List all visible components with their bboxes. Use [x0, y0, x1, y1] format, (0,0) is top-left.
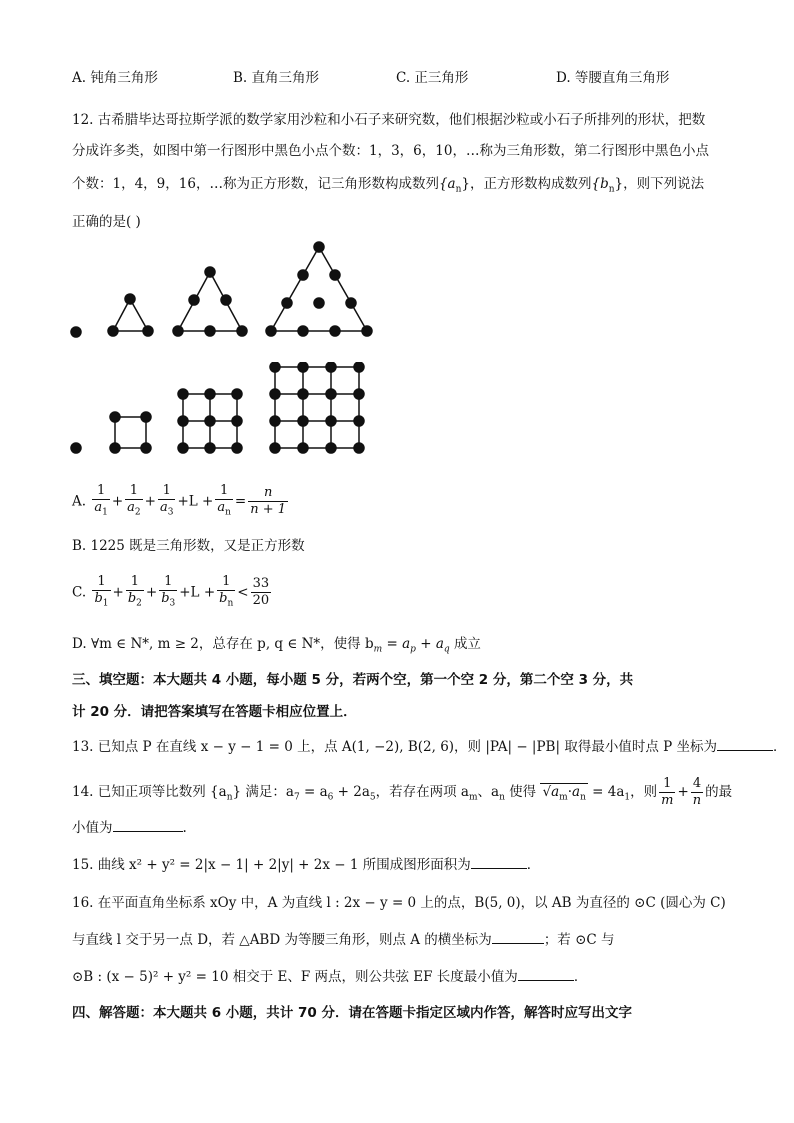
- q15-text: 15. 曲线 x² + y² = 2|x − 1| + 2|y| + 2x − 1 所围成图形面积为 ．: [72, 857, 541, 873]
- q11-option-d: D. 等腰直角三角形: [556, 70, 670, 86]
- q12-option-b: B. 1225 既是三角形数，又是正方形数: [72, 538, 305, 554]
- q14-line2: 小值为 .: [72, 820, 187, 836]
- q12-option-d: D. ∀m ∈ N*, m ≥ 2，总存在 p, q ∈ N*，使得 $b_m = a_p + a_q$ 成立: [72, 636, 481, 655]
- section3-heading-line1: 三、填空题：本大题共 4 小题，每小题 5 分，若两个空，第一个空 2 分，第二个空 3 分，共: [72, 672, 634, 688]
- q13-text: 13. 已知点 P 在直线 x − y − 1 = 0 上，点 A(1, −2), B(2, 6)，则 |PA| − |PB| 取得最小值时点 P 坐标为 ．: [72, 739, 787, 755]
- seq-b: $\{b_n\}$: [591, 176, 624, 195]
- q11-option-c: C. 正三角形: [396, 70, 469, 86]
- q16-line2: 与直线 l 交于另一点 D，若 △ABD 为等腰三角形，则点 A 的横坐标为 ；若 ⊙C 与: [72, 932, 615, 948]
- seq-a: $\{a_n\}$: [438, 176, 470, 195]
- q16-answer-blank-1[interactable]: [492, 943, 544, 944]
- q11-option-a: A. 钝角三角形: [72, 70, 158, 86]
- section3-heading-line2: 计 20 分．请把答案填写在答题卡相应位置上．: [72, 704, 357, 720]
- triangular-numbers-figure: [62, 238, 392, 348]
- q12-line2: 分成许多类，如图中第一行图形中黑色小点个数：1，3，6，10，…称为三角形数，第二行图形中黑色小点: [72, 143, 709, 159]
- q12-line1: 12. 古希腊毕达哥拉斯学派的数学家用沙粒和小石子来研究数，他们根据沙粒或小石子所排列的形状，把数: [72, 112, 706, 128]
- q14-text: 14. 已知正项等比数列 $\{a_n\}$ 满足：$a_7 = a_6 + 2a_5$，若存在两项 $a_m$、$a_n$ 使得 $√a_m\cdot a_n = 4a_1$，则 $\frac{1}{m}$ + $\frac{4}{n}$ 的最: [72, 776, 733, 808]
- q15-answer-blank[interactable]: [471, 868, 527, 869]
- square-numbers-figure: [62, 362, 392, 462]
- q16-line1: 16. 在平面直角坐标系 xOy 中，A 为直线 l : 2x − y = 0 上的点，B(5, 0)，以 AB 为直径的 ⊙C (圆心为 C): [72, 895, 726, 911]
- q14-answer-blank[interactable]: [113, 831, 183, 832]
- q16-answer-blank-2[interactable]: [518, 980, 574, 981]
- q13-answer-blank[interactable]: [717, 750, 773, 751]
- q12-line3: 个数：1，4，9，16，…称为正方形数，记三角形数构成数列$\{a_n\}$，正方形数构成数列$\{b_n\}$，则下列说法: [72, 176, 705, 195]
- q12-line4: 正确的是( ): [72, 214, 141, 230]
- q11-option-b: B. 直角三角形: [233, 70, 320, 86]
- q12-option-c: C. $\frac{1}{b_1}$ + $\frac{1}{b_2}$ + $\frac{1}{b_3}$ +L + $\frac{1}{b_n}$ < $\frac{33}{20}$: [72, 574, 270, 609]
- section4-heading-line1: 四、解答题：本大题共 6 小题，共计 70 分．请在答题卡指定区域内作答，解答时应写出文字: [72, 1005, 632, 1021]
- q12-option-a: A. $\frac{1}{a_1}$ + $\frac{1}{a_2}$ + $\frac{1}{a_3}$ +L + $\frac{1}{a_n}$ = $\frac{n}{n + 1}$: [72, 483, 287, 518]
- q16-line3: ⊙B : (x − 5)² + y² = 10 相交于 E、F 两点，则公共弦 EF 长度最小值为 ．: [72, 969, 588, 985]
